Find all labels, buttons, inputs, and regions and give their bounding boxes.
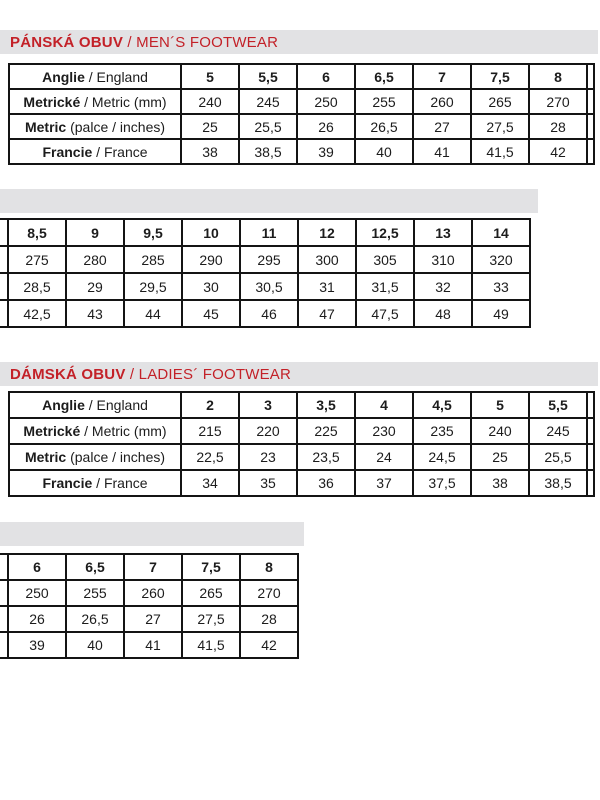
value-cell: 305 xyxy=(356,246,414,273)
value-cell: 31,5 xyxy=(356,273,414,300)
value-cell: 235 xyxy=(413,418,471,444)
value-cell: 29,5 xyxy=(124,273,182,300)
value-cell: 26 xyxy=(297,114,355,139)
value-cell: 270 xyxy=(529,89,587,114)
row-label-english: / England xyxy=(84,68,148,85)
cut-column-cell xyxy=(587,444,594,470)
value-cell: 27 xyxy=(413,114,471,139)
ladies-heading xyxy=(10,366,291,383)
mens-heading-czech: PÁNSKÁ OBUV xyxy=(10,33,124,51)
value-cell: 44 xyxy=(124,300,182,327)
table-row xyxy=(0,554,298,580)
cut-column-cell xyxy=(587,139,594,164)
mens-cut-header-bar xyxy=(0,189,538,213)
size-cell: 6,5 xyxy=(355,64,413,89)
cut-column-cell xyxy=(587,418,594,444)
table-row xyxy=(0,246,530,273)
ladies-cut-header-bar xyxy=(0,522,304,546)
value-cell: 43 xyxy=(66,300,124,327)
cut-column-cell xyxy=(587,114,594,139)
value-cell: 38,5 xyxy=(239,139,297,164)
table-row xyxy=(0,219,530,246)
value-cell: 26 xyxy=(8,606,66,632)
row-label xyxy=(9,114,181,139)
row-label-czech: Metrické xyxy=(23,93,81,110)
row-label xyxy=(9,470,181,496)
size-cell: 7,5 xyxy=(471,64,529,89)
value-cell: 260 xyxy=(124,580,182,606)
size-cell: 5,5 xyxy=(239,64,297,89)
value-cell: 42,5 xyxy=(8,300,66,327)
cut-column-cell xyxy=(0,273,8,300)
size-cell: 2 xyxy=(181,392,239,418)
value-cell: 280 xyxy=(66,246,124,273)
row-label xyxy=(9,418,181,444)
table-row xyxy=(0,580,298,606)
ladies-heading-separator: / xyxy=(125,365,139,383)
size-cell: 13 xyxy=(414,219,472,246)
size-cell: 6 xyxy=(297,64,355,89)
value-cell: 230 xyxy=(355,418,413,444)
value-cell: 275 xyxy=(8,246,66,273)
size-cell: 12 xyxy=(298,219,356,246)
size-cell: 3 xyxy=(239,392,297,418)
value-cell: 25,5 xyxy=(529,444,587,470)
value-cell: 320 xyxy=(472,246,530,273)
value-cell: 45 xyxy=(182,300,240,327)
cut-column-cell xyxy=(587,470,594,496)
value-cell: 310 xyxy=(414,246,472,273)
cut-column-cell xyxy=(0,219,8,246)
row-label-english: / England xyxy=(84,397,148,413)
value-cell: 47 xyxy=(298,300,356,327)
row-label xyxy=(9,139,181,164)
row-label-czech: Francie xyxy=(42,475,93,491)
row-label-czech: Metrické xyxy=(23,423,81,439)
ladies-size-table-part2 xyxy=(0,553,299,659)
size-cell: 8,5 xyxy=(8,219,66,246)
value-cell: 255 xyxy=(66,580,124,606)
size-cell: 4,5 xyxy=(413,392,471,418)
value-cell: 42 xyxy=(240,632,298,658)
row-label xyxy=(9,64,181,89)
value-cell: 35 xyxy=(239,470,297,496)
value-cell: 41,5 xyxy=(471,139,529,164)
size-cell: 7 xyxy=(124,554,182,580)
mens-size-table-part2 xyxy=(0,218,531,328)
size-cell: 12,5 xyxy=(356,219,414,246)
row-label-english: / Metric (mm) xyxy=(80,93,167,110)
value-cell: 215 xyxy=(181,418,239,444)
table-row xyxy=(0,606,298,632)
value-cell: 250 xyxy=(297,89,355,114)
mens-section-header-bar xyxy=(0,30,598,54)
value-cell: 37,5 xyxy=(413,470,471,496)
value-cell: 240 xyxy=(181,89,239,114)
row-label-czech: Anglie xyxy=(42,397,85,413)
value-cell: 26,5 xyxy=(355,114,413,139)
row-label-czech: Anglie xyxy=(42,68,85,85)
table-row xyxy=(9,444,594,470)
value-cell: 39 xyxy=(8,632,66,658)
value-cell: 28,5 xyxy=(8,273,66,300)
size-cell: 5,5 xyxy=(529,392,587,418)
size-cell: 4 xyxy=(355,392,413,418)
value-cell: 36 xyxy=(297,470,355,496)
row-label-english: / Metric (mm) xyxy=(80,423,167,439)
value-cell: 295 xyxy=(240,246,298,273)
value-cell: 33 xyxy=(472,273,530,300)
value-cell: 31 xyxy=(298,273,356,300)
value-cell: 30 xyxy=(182,273,240,300)
row-label xyxy=(9,392,181,418)
mens-size-table-part1 xyxy=(8,63,595,165)
row-label-czech: Francie xyxy=(42,143,93,160)
cut-column-cell xyxy=(587,89,594,114)
value-cell: 265 xyxy=(471,89,529,114)
value-cell: 28 xyxy=(529,114,587,139)
table-row xyxy=(9,64,594,89)
value-cell: 49 xyxy=(472,300,530,327)
value-cell: 40 xyxy=(355,139,413,164)
size-cell: 9 xyxy=(66,219,124,246)
value-cell: 270 xyxy=(240,580,298,606)
value-cell: 32 xyxy=(414,273,472,300)
cut-column-cell xyxy=(0,606,8,632)
value-cell: 225 xyxy=(297,418,355,444)
cut-column-cell xyxy=(0,580,8,606)
value-cell: 245 xyxy=(239,89,297,114)
ladies-section-header-bar xyxy=(0,362,598,386)
mens-heading xyxy=(10,34,278,51)
table-row xyxy=(9,114,594,139)
value-cell: 26,5 xyxy=(66,606,124,632)
value-cell: 38,5 xyxy=(529,470,587,496)
table-row xyxy=(0,632,298,658)
value-cell: 47,5 xyxy=(356,300,414,327)
size-cell: 8 xyxy=(529,64,587,89)
value-cell: 48 xyxy=(414,300,472,327)
value-cell: 29 xyxy=(66,273,124,300)
value-cell: 23 xyxy=(239,444,297,470)
table-row xyxy=(9,470,594,496)
value-cell: 37 xyxy=(355,470,413,496)
value-cell: 24,5 xyxy=(413,444,471,470)
value-cell: 23,5 xyxy=(297,444,355,470)
cut-column-cell xyxy=(0,300,8,327)
size-cell: 6 xyxy=(8,554,66,580)
value-cell: 22,5 xyxy=(181,444,239,470)
cut-column-cell xyxy=(0,632,8,658)
cut-column-cell xyxy=(0,554,8,580)
size-cell: 10 xyxy=(182,219,240,246)
mens-heading-separator: / xyxy=(123,33,137,51)
value-cell: 240 xyxy=(471,418,529,444)
value-cell: 41,5 xyxy=(182,632,240,658)
value-cell: 25 xyxy=(471,444,529,470)
row-label-english: / France xyxy=(92,143,148,160)
value-cell: 38 xyxy=(181,139,239,164)
value-cell: 250 xyxy=(8,580,66,606)
value-cell: 27,5 xyxy=(182,606,240,632)
ladies-heading-czech: DÁMSKÁ OBUV xyxy=(10,365,126,383)
size-cell: 9,5 xyxy=(124,219,182,246)
value-cell: 41 xyxy=(124,632,182,658)
value-cell: 27 xyxy=(124,606,182,632)
row-label-czech: Metric xyxy=(24,449,67,465)
table-row xyxy=(0,300,530,327)
row-label xyxy=(9,89,181,114)
size-cell: 7,5 xyxy=(182,554,240,580)
size-cell: 5 xyxy=(181,64,239,89)
value-cell: 285 xyxy=(124,246,182,273)
value-cell: 41 xyxy=(413,139,471,164)
value-cell: 34 xyxy=(181,470,239,496)
ladies-heading-english: LADIES´ FOOTWEAR xyxy=(138,365,292,383)
mens-heading-english: MEN´S FOOTWEAR xyxy=(136,33,279,51)
value-cell: 290 xyxy=(182,246,240,273)
value-cell: 220 xyxy=(239,418,297,444)
size-cell: 3,5 xyxy=(297,392,355,418)
size-cell: 8 xyxy=(240,554,298,580)
size-cell: 14 xyxy=(472,219,530,246)
table-row xyxy=(9,139,594,164)
size-cell: 5 xyxy=(471,392,529,418)
value-cell: 40 xyxy=(66,632,124,658)
value-cell: 25,5 xyxy=(239,114,297,139)
size-cell: 11 xyxy=(240,219,298,246)
table-row xyxy=(9,418,594,444)
table-row xyxy=(0,273,530,300)
value-cell: 260 xyxy=(413,89,471,114)
value-cell: 42 xyxy=(529,139,587,164)
value-cell: 27,5 xyxy=(471,114,529,139)
value-cell: 265 xyxy=(182,580,240,606)
cut-column-cell xyxy=(587,64,594,89)
cut-column-cell xyxy=(0,246,8,273)
value-cell: 30,5 xyxy=(240,273,298,300)
value-cell: 38 xyxy=(471,470,529,496)
row-label-english: / France xyxy=(92,475,148,491)
table-row xyxy=(9,392,594,418)
row-label-czech: Metric xyxy=(24,118,67,135)
value-cell: 24 xyxy=(355,444,413,470)
value-cell: 255 xyxy=(355,89,413,114)
size-cell: 6,5 xyxy=(66,554,124,580)
table-row xyxy=(9,89,594,114)
value-cell: 300 xyxy=(298,246,356,273)
value-cell: 39 xyxy=(297,139,355,164)
value-cell: 25 xyxy=(181,114,239,139)
value-cell: 46 xyxy=(240,300,298,327)
row-label-english: (palce / inches) xyxy=(66,449,166,465)
value-cell: 245 xyxy=(529,418,587,444)
size-cell: 7 xyxy=(413,64,471,89)
ladies-size-table-part1 xyxy=(8,391,595,497)
row-label xyxy=(9,444,181,470)
value-cell: 28 xyxy=(240,606,298,632)
cut-column-cell xyxy=(587,392,594,418)
row-label-english: (palce / inches) xyxy=(66,118,166,135)
